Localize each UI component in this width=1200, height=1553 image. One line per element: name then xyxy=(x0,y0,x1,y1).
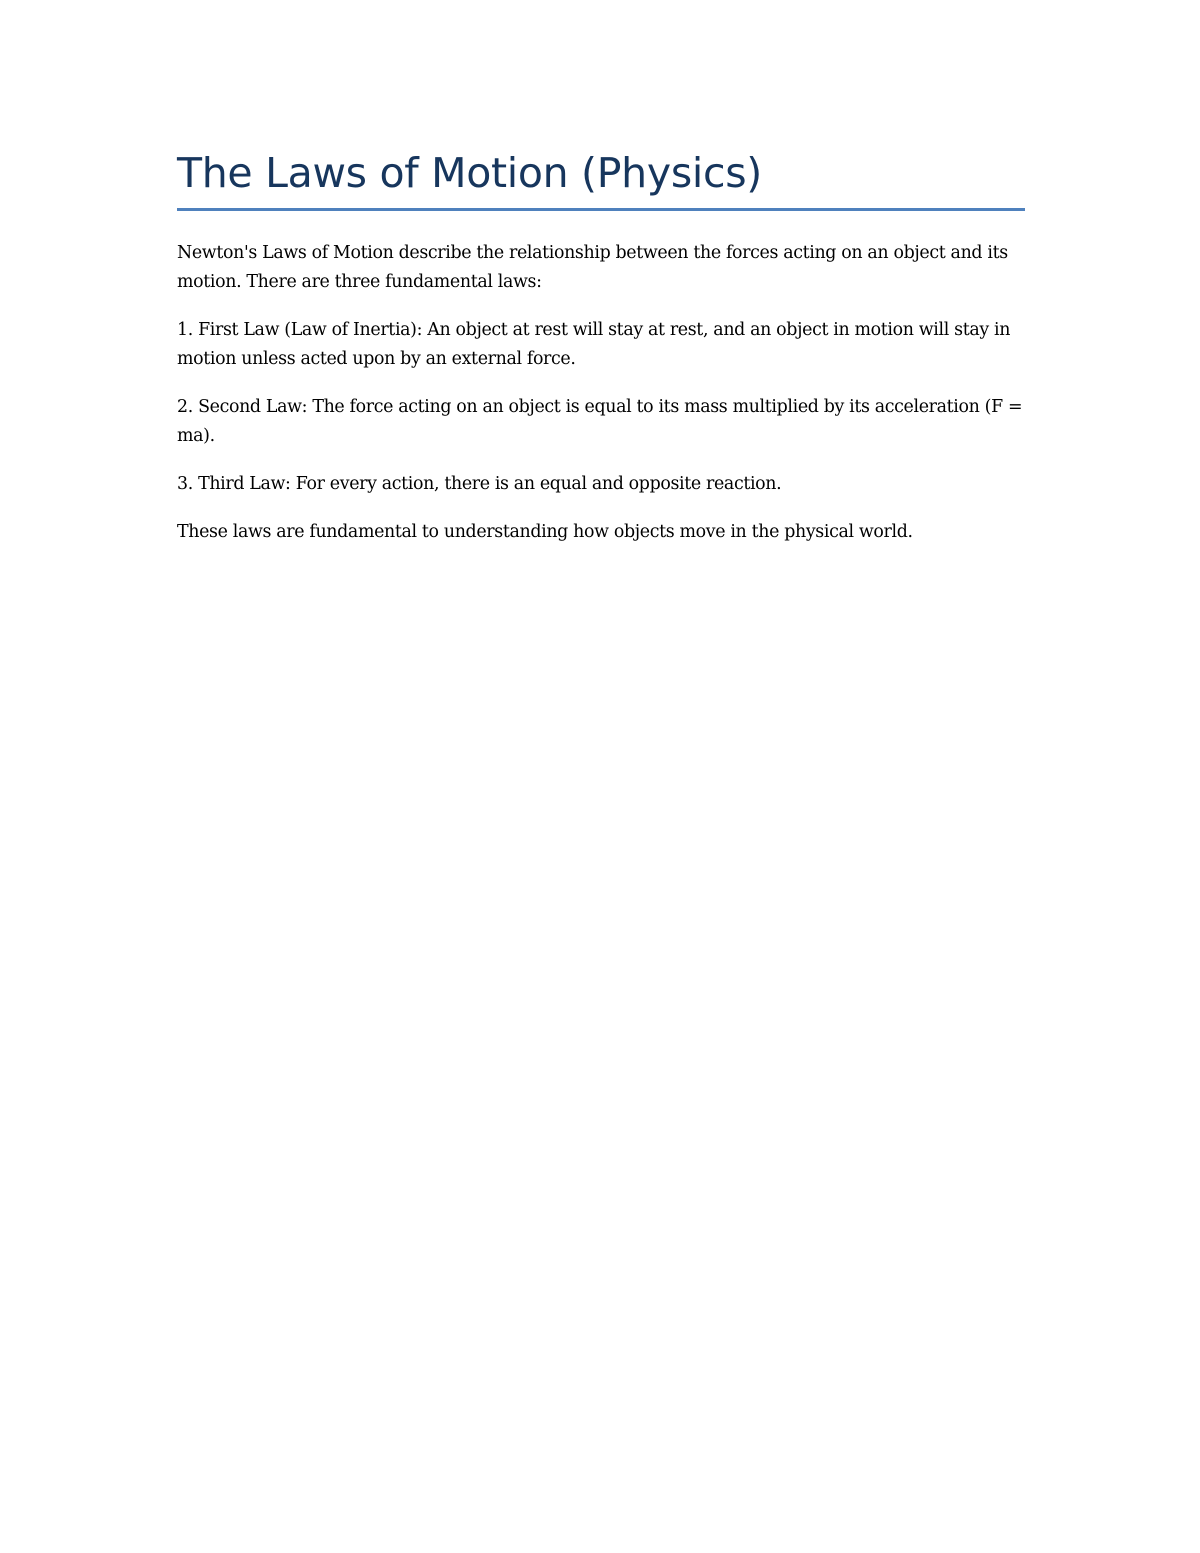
intro-paragraph: Newton's Laws of Motion describe the relationship between the forces acting on an object and its motion. There are three fundamental laws: xyxy=(177,243,1008,292)
third-law-paragraph: 3. Third Law: For every action, there is an equal and opposite reaction. xyxy=(177,474,782,494)
document-body xyxy=(177,239,1025,547)
document-title: The Laws of Motion (Physics) xyxy=(177,142,1025,211)
conclusion-paragraph: These laws are fundamental to understanding how objects move in the physical world. xyxy=(177,522,913,542)
second-law-paragraph: 2. Second Law: The force acting on an object is equal to its mass multiplied by its acceleration (F = ma). xyxy=(177,397,1023,446)
document-content xyxy=(177,142,1025,566)
first-law-paragraph: 1. First Law (Law of Inertia): An object at rest will stay at rest, and an object in motion will stay in motion unless acted upon by an external force. xyxy=(177,320,1011,369)
